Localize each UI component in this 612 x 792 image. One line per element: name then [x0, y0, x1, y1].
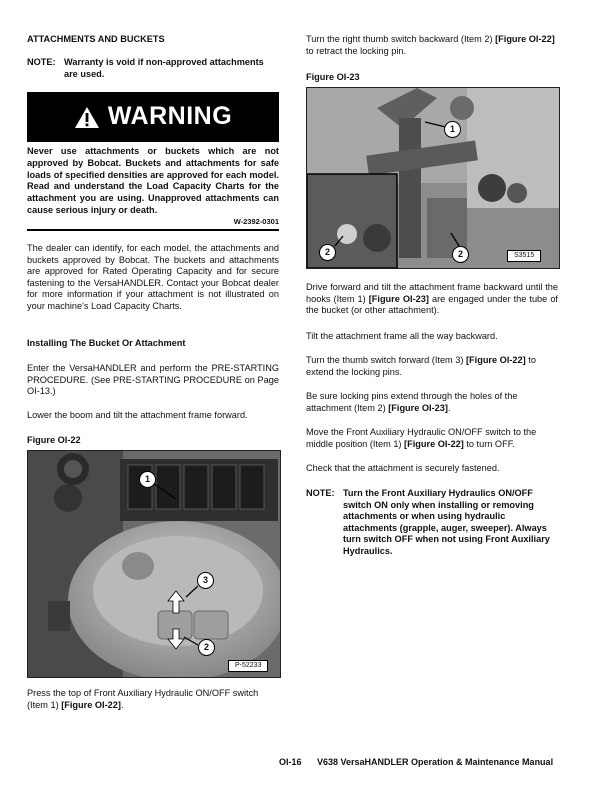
figure-23-label: Figure OI-23 — [306, 72, 360, 82]
warning-divider — [27, 229, 279, 231]
note-text: Warranty is void if non-approved attachments are used. — [64, 57, 264, 79]
figure-reference: [Figure OI-22] — [61, 699, 121, 710]
callout-item-1: 1 — [139, 471, 156, 488]
note-text: Turn the Front Auxiliary Hydraulics ON/OFF switch ON only when installing or removing attachments or when using hydraulic attachments (grapple, auger, sweeper). Always turn switch OFF when not using Front Auxiliary Hydraulics. — [343, 488, 550, 556]
figure-reference: [Figure OI-23] — [368, 293, 429, 304]
thumb-forward-paragraph — [306, 355, 558, 378]
hydraulics-note — [306, 488, 558, 558]
tilt-frame-paragraph: Tilt the attachment frame all the way backward. — [306, 331, 498, 341]
drive-forward-end: are engaged under the tube of the bucket (or other attachment). — [306, 293, 558, 316]
thumb-switch-paragraph — [306, 34, 558, 57]
manual-title: V638 VersaHANDLER Operation & Maintenance Manual — [317, 757, 554, 767]
callout-item-3: 3 — [197, 572, 214, 589]
thumb-forward-end: to extend the locking pins. — [306, 355, 536, 377]
press-switch-text: Press the top of Front Auxiliary Hydraulic ON/OFF switch (Item 1) — [27, 688, 259, 710]
warning-triangle-icon — [74, 106, 100, 129]
callout-item-1: 1 — [444, 121, 461, 138]
figure-22-code: P-52233 — [228, 660, 268, 672]
check-attachment-paragraph: Check that the attachment is securely fastened. — [306, 463, 500, 473]
drive-forward-text: Drive forward and tilt the attachment frame backward until the hooks (Item 1) — [306, 282, 558, 304]
lower-boom-paragraph: Lower the boom and tilt the attachment frame forward. — [27, 410, 248, 420]
warning-text-block — [27, 146, 279, 227]
page-number: OI-16 — [279, 757, 302, 767]
sentence-end: . — [120, 699, 124, 710]
callout-item-2: 2 — [452, 246, 469, 263]
callout-item-2: 2 — [319, 244, 336, 261]
section-heading: ATTACHMENTS AND BUCKETS — [27, 34, 165, 44]
warning-banner — [27, 92, 279, 142]
figure-reference: [Figure OI-22] — [495, 34, 555, 44]
figure-22-label: Figure OI-22 — [27, 435, 81, 445]
figure-reference: [Figure OI-23] — [388, 402, 448, 413]
note-label: NOTE: — [27, 57, 56, 67]
locking-pins-text: Be sure locking pins extend through the holes of the attachment (Item 2) — [306, 391, 518, 413]
press-switch-paragraph — [27, 688, 279, 711]
locking-pins-end: . — [447, 402, 451, 413]
figure-reference: [Figure OI-22] — [465, 355, 526, 365]
warranty-note — [27, 57, 279, 80]
drive-forward-paragraph — [306, 282, 558, 317]
locking-pins-paragraph — [306, 391, 558, 414]
warning-title: WARNING — [107, 102, 233, 131]
dealer-paragraph: The dealer can identify, for each model, the attachments and buckets approved by Bobcat. The buckets and attachments are approved for Rated Operating Capacity and for secure fastening to the VersaHANDLER. Contact your Bobcat dealer for more information if your attachment is not illustrated on your machine's Load Capacity Charts. — [27, 243, 279, 311]
move-switch-end: to turn OFF. — [463, 438, 515, 449]
figure-reference: [Figure OI-22] — [404, 438, 464, 449]
callout-item-2: 2 — [198, 639, 215, 656]
warning-code: W-2392-0301 — [233, 216, 279, 226]
move-switch-paragraph — [306, 427, 558, 450]
pre-starting-paragraph: Enter the VersaHANDLER and perform the PRE-STARTING PROCEDURE. (See PRE-STARTING PROCEDURE on Page OI-13.) — [27, 363, 279, 397]
figure-23-code: S3515 — [507, 250, 541, 262]
attachment-frame-illustration — [307, 88, 559, 268]
thumb-switch-text: Turn the right thumb switch backward (Item 2) — [306, 34, 496, 44]
move-switch-text: Move the Front Auxiliary Hydraulic ON/OFF switch to the middle position (Item 1) — [306, 427, 537, 449]
thumb-forward-text: Turn the thumb switch forward (Item 3) — [306, 355, 466, 365]
note-label: NOTE: — [306, 488, 335, 498]
warning-body: Never use attachments or buckets which are not approved by Bobcat. Buckets and attachments for safe loads of specified densities are approved for each model. Read and understand the Load Capacity Charts for the attachment you are using. Unapproved attachments can cause serious injury or death. — [27, 146, 279, 215]
thumb-switch-end: to retract the locking pin. — [306, 45, 407, 56]
figure-22-photo — [27, 450, 281, 678]
figure-23-photo — [306, 87, 560, 269]
installing-subheading: Installing The Bucket Or Attachment — [27, 338, 186, 348]
